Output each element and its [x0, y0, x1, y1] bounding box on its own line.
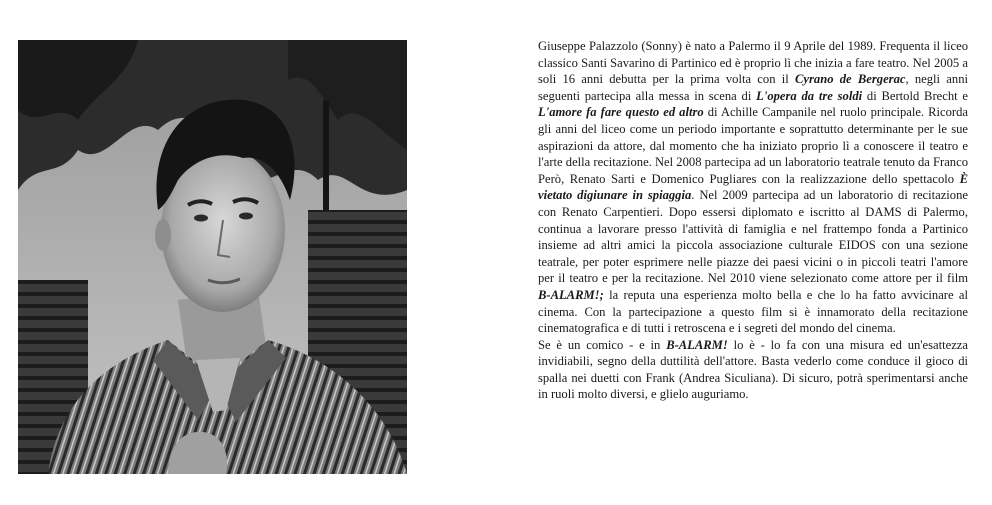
bio-text: la reputa una esperienza molto bella e che lo ha fatto avvicinare al cinema. Con la partecipazione a questo film si è innamorato della recitazione cinematografica e di tutti i retroscena e i segreti del mondo del cinema.: [538, 287, 968, 336]
work-title: Cyrano de Bergerac: [795, 72, 906, 87]
bio-paragraph-2: [538, 337, 968, 403]
biography-text: [538, 38, 968, 403]
bio-text: . Nel 2009 partecipa ad un laboratorio di recitazione con Renato Carpentieri. Dopo essersi diplomato e iscritto al DAMS di Palermo, continua a lavorare presso l'attività di famiglia e nel frattempo fonda a Partinico insieme ad altri amici la piccola associazione culturale EIDOS con una sezione teatrale, per poter esprimere nelle piazze dei paesi vicini o in piccoli teatri l'amore per il teatro e per la recitazione. Nel 2010 viene selezionato come attore per il film: [538, 188, 968, 286]
work-title: B-ALARM!: [666, 337, 728, 352]
bio-text: di Bertold Brecht e: [862, 88, 968, 103]
bio-text: di Achille Campanile nel ruolo principale. Ricorda gli anni del liceo come un periodo importante e soprattutto determinante per le sue aspirazioni da attore, dal momento che ha iniziato proprio lì a conoscere il teatro e l'arte della recitazione. Nel 2008 partecipa ad un laboratorio teatrale tenuto da Franco Però, Renato Sarti e Domenico Pugliares con la realizzazione dello spettacolo: [538, 105, 968, 186]
portrait-photo: [18, 40, 407, 474]
work-title: È vietato digiunare in spiaggia: [538, 171, 968, 203]
bio-text: lo è - lo fa con una misura ed un'esattezza invidiabili, segno della duttilità dell'attore. Basta vederlo come conduce il gioco di spalla nei duetti con Frank (Andrea Siculiana). Di sicuro, potrà sperimentarsi anche in ruoli molto diversi, e glielo auguriamo.: [538, 337, 968, 402]
bio-text: Se è un comico - e in: [538, 337, 667, 352]
work-title: B-ALARM!;: [538, 287, 604, 302]
bio-text: , negli anni seguenti partecipa alla messa in scena di: [538, 72, 968, 103]
actor-name: Giuseppe Palazzolo: [538, 39, 638, 53]
portrait-image: [18, 40, 407, 474]
bio-text: (Sonny) è nato a Palermo il 9 Aprile del 1989. Frequenta il liceo classico Santi Savarino di Partinico ed è proprio lì che inizia a fare teatro. Nel 2005 a soli 16 anni debutta per la prima volta con il: [538, 39, 968, 87]
work-title: L'opera da tre soldi: [756, 88, 863, 103]
work-title: L'amore fa fare questo ed altro: [538, 105, 704, 120]
bio-paragraph-1: [538, 38, 968, 337]
